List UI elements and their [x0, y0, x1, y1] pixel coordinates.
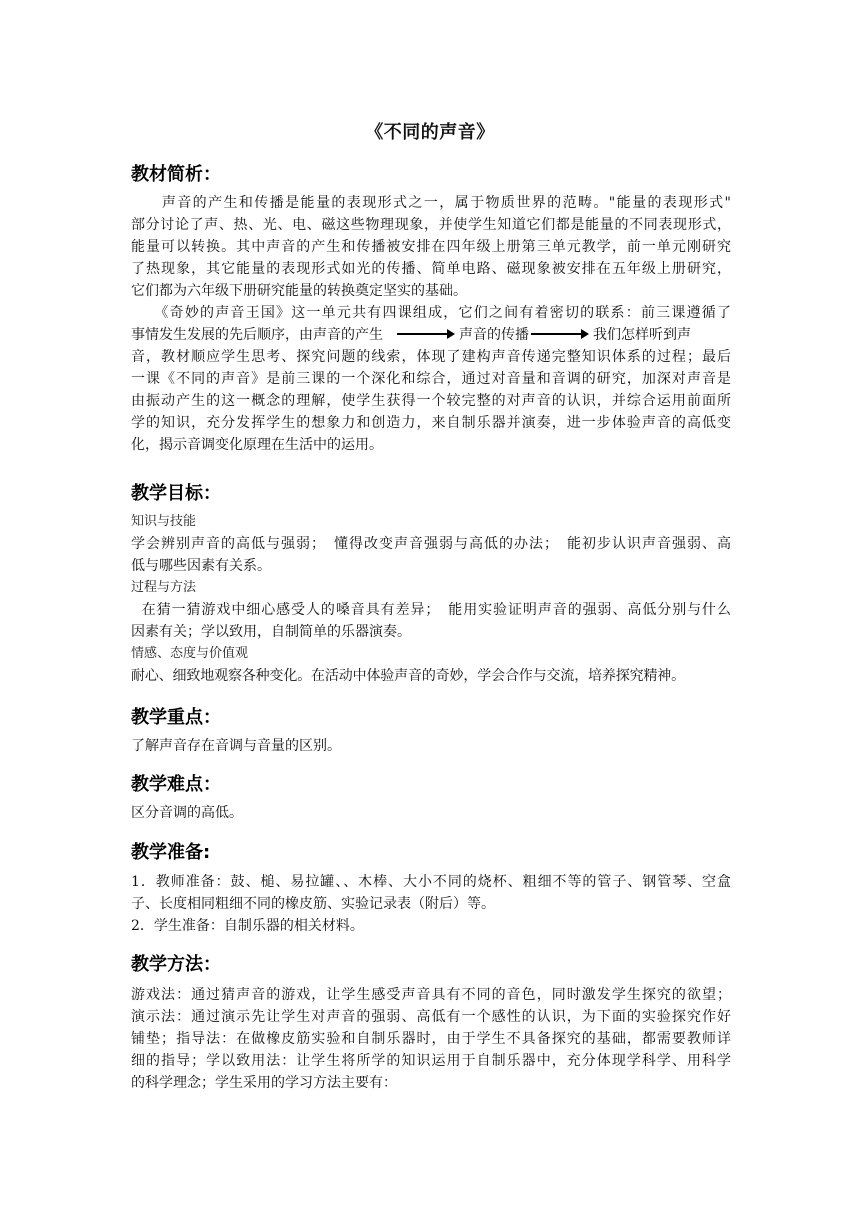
analysis-p1-line: 了热现象，其它能量的表现形式如光的传播、简单电路、磁现象被安排在五年级上册研究， [131, 261, 731, 277]
goals-text: 学会辨别声音的高低与强弱； 懂得改变声音强弱与高低的办法； 能初步认识声音强弱、高 [131, 536, 731, 552]
preparation-list [131, 871, 731, 937]
difficulty-text [131, 802, 731, 824]
goals-text: 在猜一猜游戏中细心感受人的嗓音具有差异； 能用实验证明声音的强弱、高低分别与什么 [131, 602, 731, 618]
sequence-part-production: 事情发生发展的先后顺序，由声音的产生 [131, 327, 383, 343]
methods-line: 游戏法：通过猜声音的游戏，让学生感受声音具有不同的音色，同时激发学生探究的欲望； [131, 987, 731, 1003]
goals-block [131, 511, 731, 687]
sequence-part-propagation: 声音的传播 [459, 327, 529, 343]
analysis-p2-line: 一课《不同的声音》是前三课的一个深化和综合，通过对音量和音调的研究，加深对声音是 [131, 371, 731, 387]
preparation-item: 1．教师准备：鼓、槌、易拉罐、、木棒、大小不同的烧杯、粗细不等的管子、钢管琴、空盒 [131, 874, 731, 890]
heading-preparation: 教学准备: [131, 842, 211, 863]
analysis-p2-line: 由振动产生的这一概念的理解，使学生获得一个较完整的对声音的认识，并综合运用前面所 [131, 393, 731, 409]
heading-difficulty: 教学难点： [131, 774, 221, 795]
heading-analysis: 教材简析： [131, 164, 221, 185]
methods-line: 的科学理念；学生采用的学习方法主要有： [131, 1075, 397, 1091]
analysis-paragraph-1 [131, 192, 731, 302]
analysis-p2-sequence-line [131, 324, 731, 346]
analysis-p2-line: 《奇妙的声音王国》这一单元共有四课组成，它们之间有着密切的联系：前三课遵循了 [131, 305, 731, 321]
heading-goals: 教学目标： [131, 483, 221, 504]
methods-line: 细的指导；学以致用法：让学生将所学的知识运用于自制乐器中，充分体现学科学、用科学 [131, 1053, 731, 1069]
heading-key-point: 教学重点： [131, 707, 221, 728]
goals-text: 耐心、细致地观察各种变化。在活动中体验声音的奇妙，学会合作与交流，培养探究精神。 [131, 668, 685, 684]
goals-subheading-process: 过程与方法 [131, 580, 197, 595]
preparation-item: 2．学生准备：自制乐器的相关材料。 [131, 918, 364, 934]
analysis-p1-line: 部分讨论了声、热、光、电、磁这些物理现象，并使学生知道它们都是能量的不同表现形式， [131, 217, 731, 233]
arrow-right-icon [531, 333, 587, 335]
goals-text: 因素有关；学以致用，自制简单的乐器演奏。 [131, 624, 411, 640]
goals-subheading-knowledge: 知识与技能 [131, 514, 197, 529]
goals-subheading-attitude: 情感、态度与价值观 [131, 646, 249, 661]
key-point-line: 了解声音存在音调与音量的区别。 [131, 738, 341, 754]
analysis-p1-line: 它们都为六年级下册研究能量的转换奠定坚实的基础。 [131, 283, 467, 299]
difficulty-line: 区分音调的高低。 [131, 805, 243, 821]
key-point-text [131, 735, 731, 757]
methods-line: 演示法：通过演示先让学生对声音的强弱、高低有一个感性的认识，为下面的实验探究作好 [131, 1009, 731, 1025]
analysis-p1-line: 声音的产生和传播是能量的表现形式之一，属于物质世界的范畴。"能量的表现形式" [131, 195, 731, 211]
analysis-p2-line: 音，教材顺应学生思考、探究问题的线索，体现了建构声音传递完整知识体系的过程；最后 [131, 349, 731, 365]
analysis-p2-line: 化，揭示音调变化原理在生活中的运用。 [131, 437, 383, 453]
preparation-item: 子、长度相同粗细不同的橡皮筋、实验记录表（附后）等。 [131, 896, 495, 912]
analysis-paragraph-2 [131, 302, 731, 456]
sequence-part-hearing: 我们怎样听到声 [593, 327, 691, 343]
heading-methods: 教学方法： [131, 954, 221, 975]
analysis-p2-line: 学的知识，充分发挥学生的想象力和创造力，来自制乐器并演奏，进一步体验声音的高低变 [131, 415, 731, 431]
methods-line: 铺垫；指导法：在做橡皮筋实验和自制乐器时，由于学生不具备探究的基础，都需要教师详 [131, 1031, 731, 1047]
arrow-right-icon [397, 333, 453, 335]
methods-paragraph [131, 984, 731, 1094]
analysis-p1-line: 能量可以转换。其中声音的产生和传播被安排在四年级上册第三单元教学，前一单元刚研究 [131, 239, 731, 255]
document-title: 《不同的声音》 [365, 122, 495, 143]
goals-text: 低与哪些因素有关系。 [131, 558, 271, 574]
